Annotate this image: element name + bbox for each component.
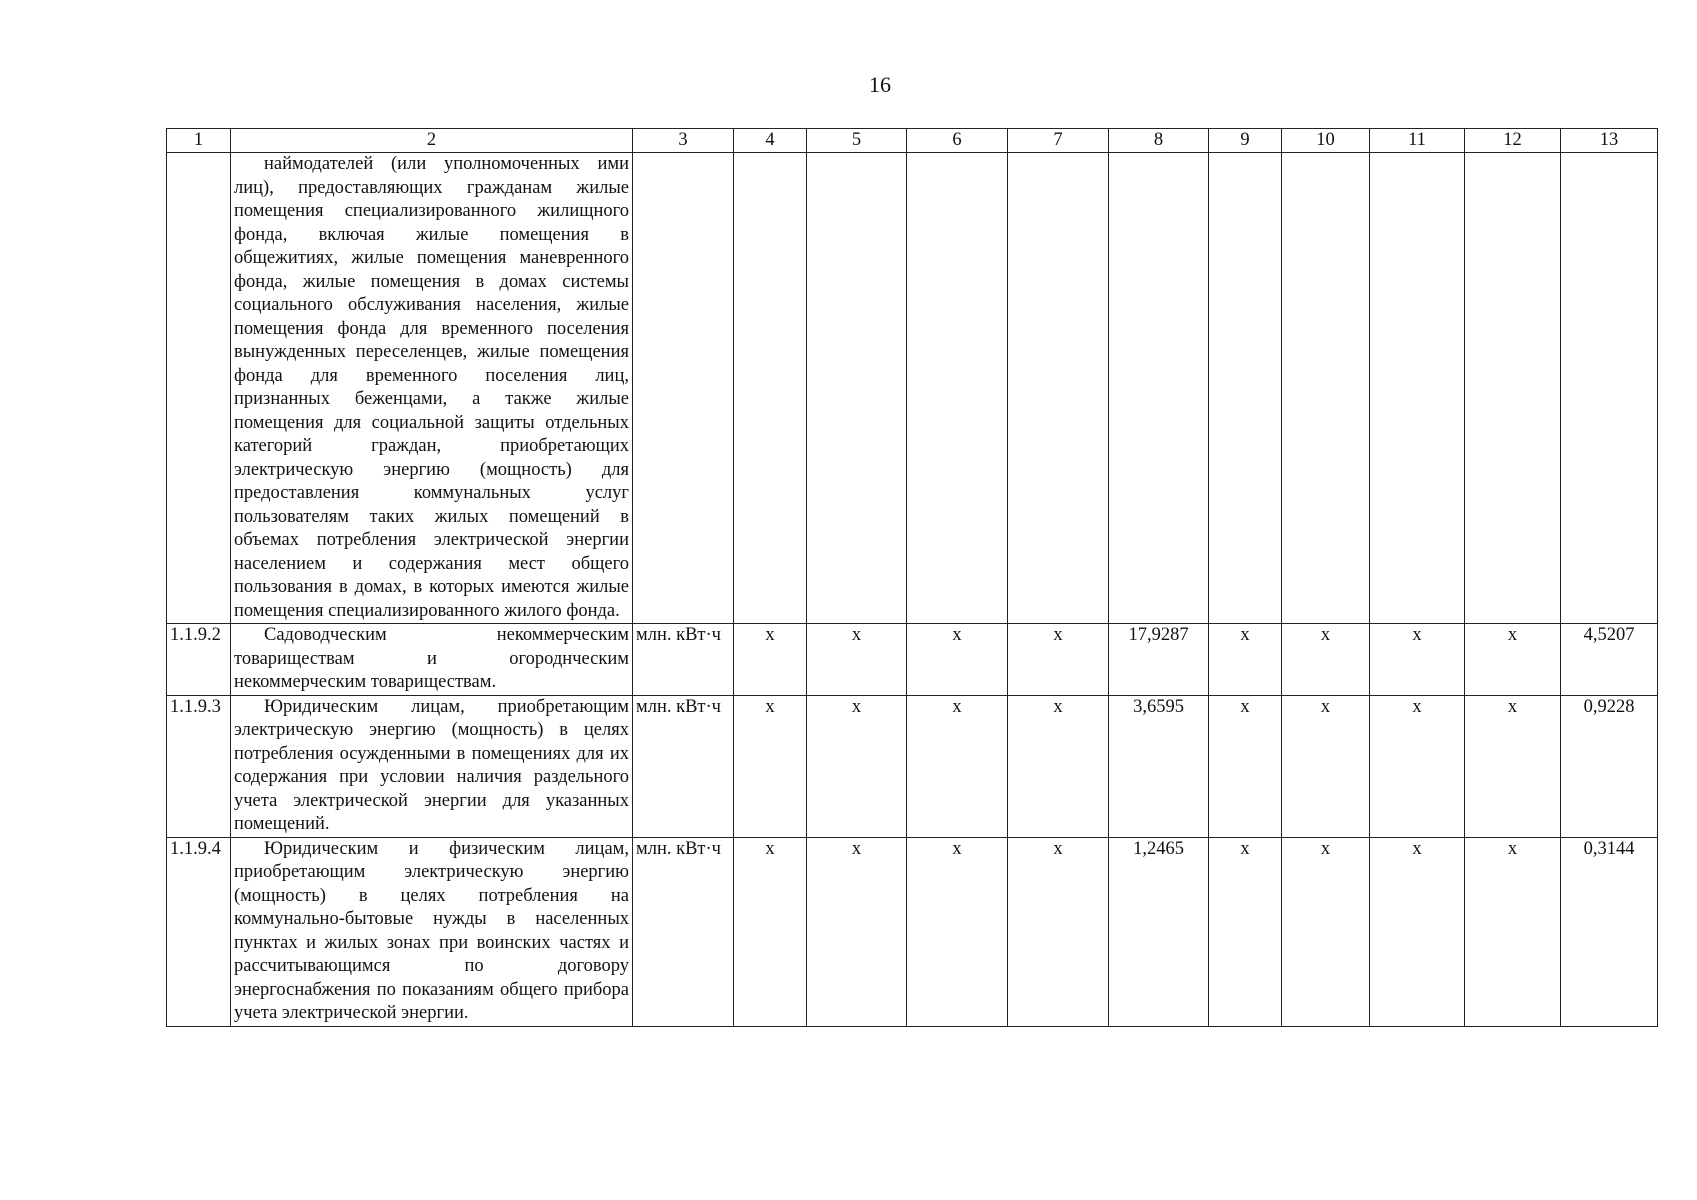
row-value-col11: х xyxy=(1370,624,1465,696)
row-description-cell xyxy=(231,624,633,696)
row-description-cell xyxy=(231,153,633,624)
table-row xyxy=(167,624,1658,696)
column-header: 10 xyxy=(1282,129,1370,153)
row-value-col9 xyxy=(1209,153,1282,624)
row-value-col7: х xyxy=(1008,695,1109,837)
row-value-col12: х xyxy=(1465,837,1561,1026)
row-value-col5: х xyxy=(807,695,907,837)
row-value-col12: х xyxy=(1465,624,1561,696)
data-table xyxy=(166,128,1658,1027)
row-number xyxy=(167,153,231,624)
row-value-col12: х xyxy=(1465,695,1561,837)
row-value-col13 xyxy=(1561,153,1658,624)
row-value-col10 xyxy=(1282,153,1370,624)
row-value-col9: х xyxy=(1209,837,1282,1026)
row-value-col10: х xyxy=(1282,837,1370,1026)
column-header: 6 xyxy=(907,129,1008,153)
row-value-col8: 17,9287 xyxy=(1109,624,1209,696)
row-number: 1.1.9.3 xyxy=(167,695,231,837)
row-value-col13: 4,5207 xyxy=(1561,624,1658,696)
column-header: 5 xyxy=(807,129,907,153)
column-header: 8 xyxy=(1109,129,1209,153)
row-description: Садоводческим некоммерческим товариществам и огороднческим некоммерческим товариществам. xyxy=(234,625,629,692)
row-value-col6: х xyxy=(907,624,1008,696)
column-header: 7 xyxy=(1008,129,1109,153)
column-header: 13 xyxy=(1561,129,1658,153)
row-value-col6: х xyxy=(907,695,1008,837)
row-unit: млн. кВт·ч xyxy=(633,624,734,696)
row-description: Юридическим и физическим лицам, приобретающим электрическую энергию (мощность) в целях потребления на коммунально-бытовые нужды в населенных пунктах и жилых зонах при воинских частях и рассчитывающимся по договору энергоснабжения по показаниям общего прибора учета электрической энергии. xyxy=(234,838,629,1023)
row-value-col11: х xyxy=(1370,837,1465,1026)
row-description-cell xyxy=(231,695,633,837)
row-value-col11 xyxy=(1370,153,1465,624)
header-row xyxy=(167,129,1658,153)
row-value-col9: х xyxy=(1209,695,1282,837)
row-value-col8 xyxy=(1109,153,1209,624)
row-value-col5 xyxy=(807,153,907,624)
row-value-col13: 0,3144 xyxy=(1561,837,1658,1026)
row-value-col4: х xyxy=(734,624,807,696)
row-value-col4 xyxy=(734,153,807,624)
row-value-col6 xyxy=(907,153,1008,624)
row-description: наймодателей (или уполномоченных ими лиц), предоставляющих гражданам жилые помещения специализированного жилищного фонда, включая жилые помещения в общежитиях, жилые помещения маневренного фонда, жилые помещения в домах системы социального обслуживания населения, жилые помещения фонда для временного поселения вынужденных переселенцев, жилые помещения фонда для временного поселения лиц, признанных беженцами, а также жилые помещения для социальной защиты отдельных категорий граждан, приобретающих электрическую энергию (мощность) для предоставления коммунальных услуг пользователям таких жилых помещений в объемах потребления электрической энергии населением и содержания мест общего пользования в домах, в которых имеются жилые помещения специализированного жилого фонда. xyxy=(234,154,629,621)
row-value-col9: х xyxy=(1209,624,1282,696)
row-unit: млн. кВт·ч xyxy=(633,695,734,837)
table-row xyxy=(167,837,1658,1026)
column-header: 4 xyxy=(734,129,807,153)
row-value-col10: х xyxy=(1282,624,1370,696)
row-value-col4: х xyxy=(734,837,807,1026)
column-header: 2 xyxy=(231,129,633,153)
column-header: 3 xyxy=(633,129,734,153)
row-unit: млн. кВт·ч xyxy=(633,837,734,1026)
row-value-col10: х xyxy=(1282,695,1370,837)
row-value-col5: х xyxy=(807,624,907,696)
table-row xyxy=(167,153,1658,624)
page-number: 16 xyxy=(869,72,891,97)
row-value-col5: х xyxy=(807,837,907,1026)
row-value-col8: 3,6595 xyxy=(1109,695,1209,837)
column-header: 1 xyxy=(167,129,231,153)
row-number: 1.1.9.4 xyxy=(167,837,231,1026)
row-value-col8: 1,2465 xyxy=(1109,837,1209,1026)
row-value-col7: х xyxy=(1008,624,1109,696)
column-header: 12 xyxy=(1465,129,1561,153)
row-value-col7: х xyxy=(1008,837,1109,1026)
table-row xyxy=(167,695,1658,837)
row-description-cell xyxy=(231,837,633,1026)
row-value-col6: х xyxy=(907,837,1008,1026)
row-value-col11: х xyxy=(1370,695,1465,837)
row-description: Юридическим лицам, приобретающим электрическую энергию (мощность) в целях потребления осужденными в помещениях для их содержания при условии наличия раздельного учета электрической энергии для указанных помещений. xyxy=(234,696,629,834)
row-number: 1.1.9.2 xyxy=(167,624,231,696)
column-header: 11 xyxy=(1370,129,1465,153)
row-value-col12 xyxy=(1465,153,1561,624)
row-value-col4: х xyxy=(734,695,807,837)
column-header: 9 xyxy=(1209,129,1282,153)
row-unit xyxy=(633,153,734,624)
row-value-col7 xyxy=(1008,153,1109,624)
row-value-col13: 0,9228 xyxy=(1561,695,1658,837)
